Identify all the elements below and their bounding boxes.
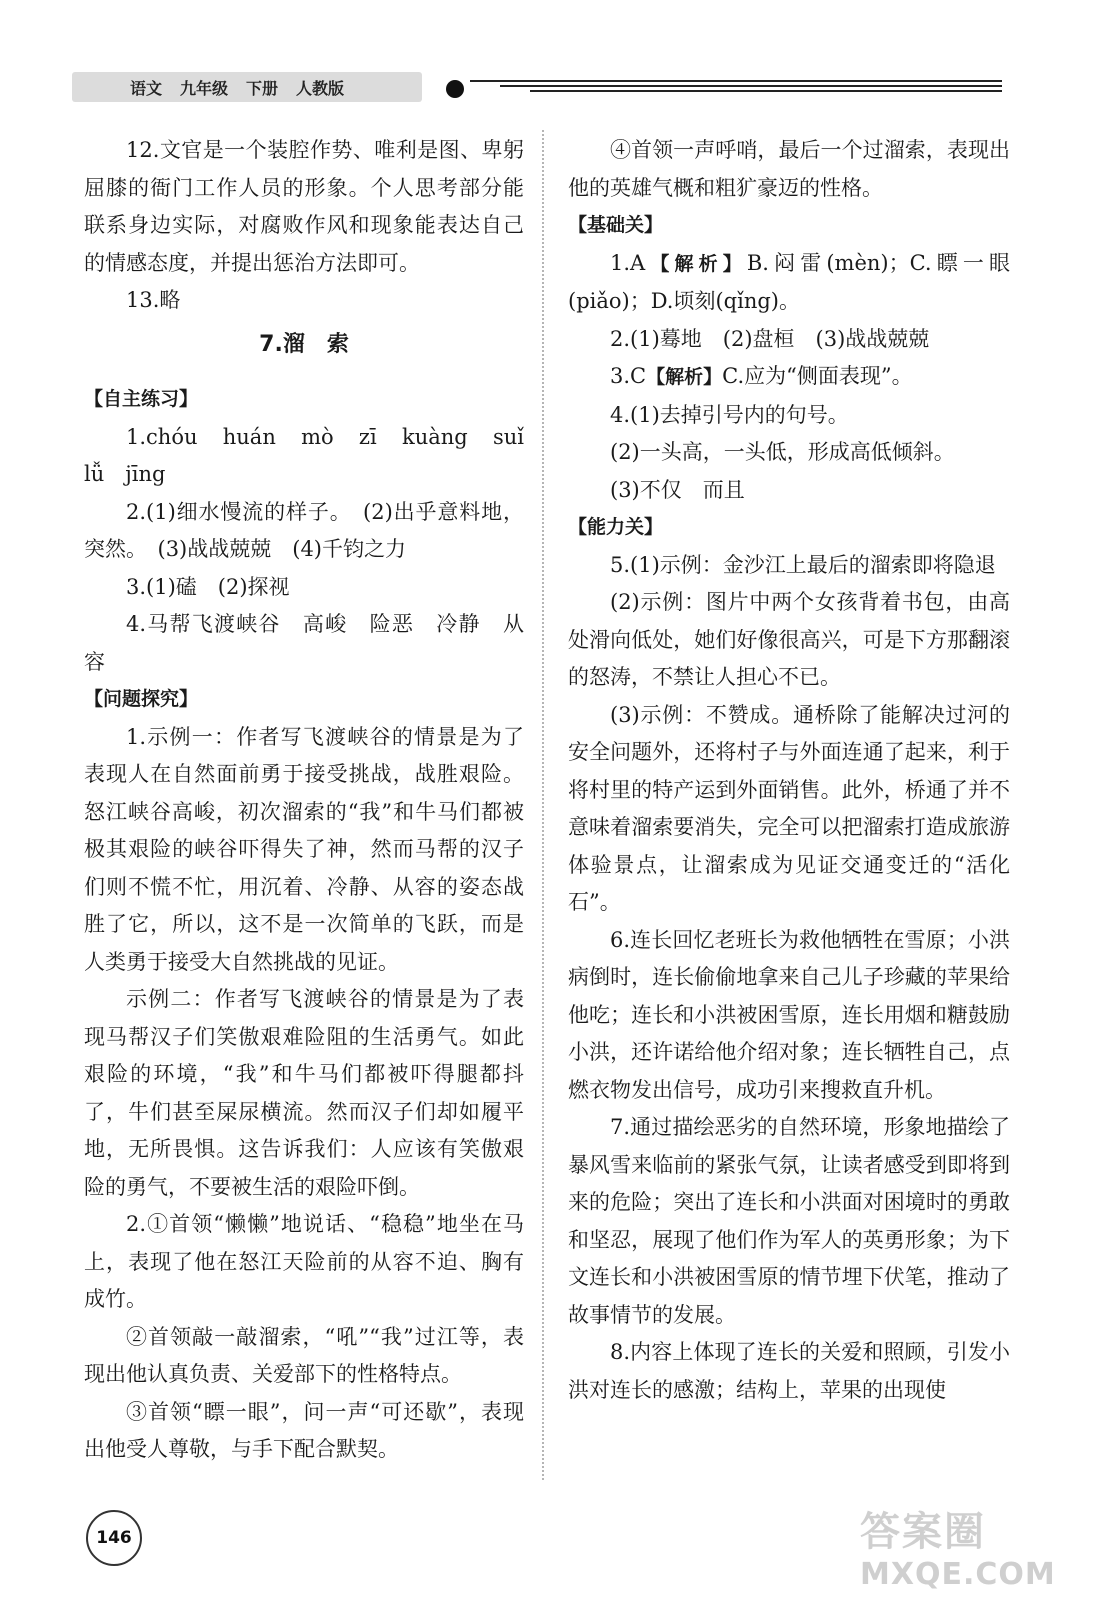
- zizhu-answer-4: 4.马帮飞渡峡谷 高峻 险恶 冷静 从容: [84, 612, 524, 674]
- header-grade: 九年级: [180, 78, 229, 98]
- section-heading-wenti: 【问题探究】: [84, 688, 199, 710]
- nengli-answer-5a: 5.(1)示例：金沙江上最后的溜索即将隐退: [610, 552, 996, 577]
- header-rule-lines: [470, 80, 1002, 94]
- wenti-answer-2c: ③首领“瞟一眼”，问一声“可还歇”，表现出他受人尊敬，与手下配合默契。: [84, 1399, 524, 1461]
- jichu-1-text: B.闷雷(mèn)；C.瞟一眼(piǎo)；D.顷刻(qǐng)。: [568, 250, 1010, 313]
- right-column: [568, 132, 1010, 1409]
- analysis-tag: 【解析】: [645, 252, 747, 275]
- jichu-answer-4c: (3)不仅 而且: [610, 477, 745, 502]
- header-bullet-dot: [446, 80, 464, 98]
- zizhu-answer-3: 3.(1)磕 (2)探视: [126, 574, 290, 599]
- wenti-answer-1b: 示例二：作者写飞渡峡谷的情景是为了表现马帮汉子们笑傲艰难险阻的生活勇气。如此艰险的环境，“我”和牛马们都被吓得腿都抖了，牛们甚至屎尿横流。然而汉子们却如履平地，无所畏惧。这告诉我们：人应该有笑傲艰险的勇气，不要被生活的艰险吓倒。: [84, 987, 524, 1199]
- page-number: 146: [96, 1528, 132, 1548]
- watermark-line-2: MXQE.COM: [860, 1557, 1056, 1592]
- left-column: [84, 132, 545, 1469]
- header-subject: 语文: [130, 78, 163, 98]
- nengli-answer-5b: (2)示例：图片中两个女孩背着书包，由高处滑向低处，她们好像很高兴，可是下方那翻滚的怒涛，不禁让人担心不已。: [568, 590, 1010, 689]
- analysis-tag: 【解析】: [646, 366, 723, 388]
- answer-13: 13.略: [126, 288, 181, 312]
- watermark-line-1: 答案圈: [860, 1509, 986, 1555]
- jichu-answer-1: [568, 245, 1010, 321]
- jichu-answer-3: [568, 358, 1010, 397]
- watermark-logo: [860, 1500, 1080, 1595]
- answer-12: 12.文官是一个装腔作势、唯利是图、卑躬屈膝的衙门工作人员的形象。个人思考部分能联系身边实际，对腐败作风和现象能表达自己的情感态度，并提出惩治方法即可。: [84, 138, 524, 275]
- wenti-answer-2a: 2.①首领“懒懒”地说话、“稳稳”地坐在马上，表现了他在怒江天险前的从容不迫、胸有成竹。: [84, 1212, 524, 1311]
- jichu-3-text: C.应为“侧面表现”。: [722, 364, 913, 388]
- jichu-answer-2: 2.(1)蓦地 (2)盘桓 (3)战战兢兢: [610, 326, 930, 351]
- nengli-answer-8: 8.内容上体现了连长的关爱和照顾，引发小洪对连长的感激；结构上，苹果的出现使: [568, 1340, 1010, 1402]
- section-heading-zizhu: 【自主练习】: [84, 388, 199, 410]
- nengli-answer-6: 6.连长回忆老班长为救他牺牲在雪原；小洪病倒时，连长偷偷地拿来自己儿子珍藏的苹果给他吃；连长和小洪被困雪原，连长用烟和糖鼓励小洪，还许诺给他介绍对象；连长牺牲自己，点燃衣物发出信号，成功引来搜救直升机。: [568, 927, 1010, 1102]
- page-number-badge: [86, 1510, 142, 1566]
- header-edition: 人教版: [296, 78, 345, 98]
- zizhu-answer-1: 1.chóu huán mò zī kuàng suǐ lǚ jīng: [84, 424, 545, 486]
- wenti-answer-1a: 1.示例一：作者写飞渡峡谷的情景是为了表现人在自然面前勇于接受挑战，战胜艰险。怒江峡谷高峻，初次溜索的“我”和牛马们都被极其艰险的峡谷吓得失了神，然而马帮的汉子们则不慌不忙，用沉着、冷静、从容的姿态战胜了它，所以，这不是一次简单的飞跃，而是人类勇于接受大自然挑战的见证。: [84, 724, 524, 974]
- jichu-1-number: 1.A: [610, 250, 646, 275]
- nengli-answer-7: 7.通过描绘恶劣的自然环境，形象地描绘了暴风雪来临前的紧张气氛，让读者感受到即将到来的危险；突出了连长和小洪面对困境时的勇敢和坚忍，展现了他们作为军人的英勇形象；为下文连长和小洪被困雪原的情节埋下伏笔，推动了故事情节的发展。: [568, 1115, 1010, 1327]
- wenti-answer-2d: ④首领一声呼哨，最后一个过溜索，表现出他的英雄气概和粗犷豪迈的性格。: [568, 138, 1010, 200]
- header-volume: 下册: [246, 78, 279, 98]
- lesson-title: 7.溜 索: [259, 331, 349, 357]
- column-divider: [542, 130, 544, 1480]
- wenti-answer-2b: ②首领敲一敲溜索，“吼”“我”过江等，表现出他认真负责、关爱部下的性格特点。: [84, 1324, 524, 1386]
- jichu-answer-4a: 4.(1)去掉引号内的句号。: [610, 402, 849, 427]
- section-heading-nengli: 【能力关】: [568, 516, 664, 538]
- zizhu-answer-2: 2.(1)细水慢流的样子。 (2)出乎意料地，突然。 (3)战战兢兢 (4)千钧之力: [84, 499, 524, 561]
- jichu-3-number: 3.C: [610, 364, 647, 388]
- jichu-answer-4b: (2)一头高，一头低，形成高低倾斜。: [610, 440, 955, 464]
- section-heading-jichu: 【基础关】: [568, 214, 664, 236]
- running-header: [72, 72, 422, 102]
- nengli-answer-5c: (3)示例：不赞成。通桥除了能解决过河的安全问题外，还将村子与外面连通了起来，利于将村里的特产运到外面销售。此外，桥通了并不意味着溜索要消失，完全可以把溜索打造成旅游体验景点，让溜索成为见证交通变迁的“活化石”。: [568, 702, 1010, 914]
